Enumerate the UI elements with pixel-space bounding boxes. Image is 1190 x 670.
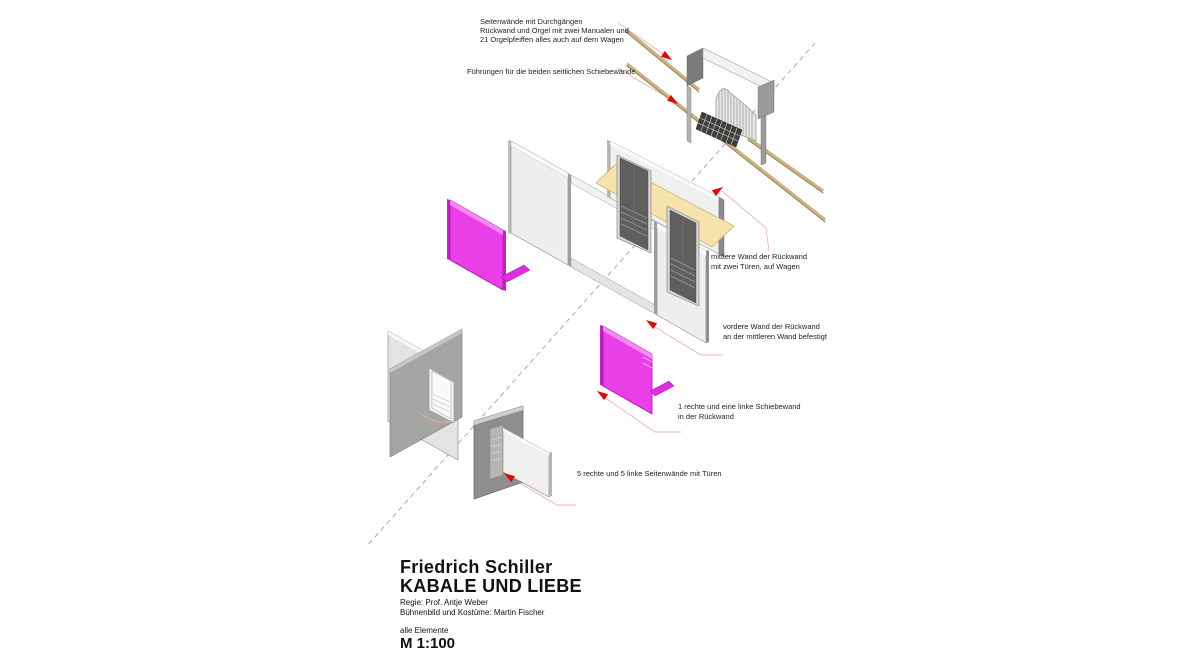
magenta1-right-edge (503, 230, 506, 291)
organ-note-line3: 21 Orgelpfeiffen alles auch auf dem Wagen (480, 35, 624, 44)
side-wall-door-opening (490, 425, 503, 479)
sliding-wall-magenta-2 (600, 325, 674, 414)
front-wall-note-line1: vordere Wand der Rückwand (723, 322, 820, 331)
side-walls-note: 5 rechte und 5 linke Seitenwände mit Türen (577, 469, 722, 478)
front-wall-right-edge (706, 250, 709, 343)
sliding-wall-note-line1: 1 rechte und eine linke Schiebewand (678, 402, 801, 411)
elements-note: alle Elemente (400, 626, 449, 635)
portal-left-corner (687, 48, 703, 86)
magenta1-left-edge (447, 199, 450, 260)
front-wall-note-line2: an der mittleren Wand befestigt (723, 332, 827, 341)
organ-note-line2: Rückwand und Orgel mit zwei Manualen und (480, 26, 629, 35)
play-title: KABALE UND LIEBE (400, 576, 582, 596)
guides-note: Führungen für die beiden seitlichen Schiebewände (467, 67, 636, 76)
sliding-wall-note-line2: in der Rückwand (678, 412, 734, 421)
credit-design: Bühnenbild und Kostüme: Martin Fischer (400, 607, 545, 617)
side-wall-door-leaf-edge (549, 452, 552, 497)
side-wall-with-door (474, 406, 552, 499)
portal-right-panel (758, 80, 774, 119)
title-block (400, 558, 582, 652)
credit-director: Regie: Prof. Antje Weber (400, 598, 488, 607)
middle-wall-door-1 (617, 155, 651, 253)
portal-right-post (761, 115, 766, 165)
magenta2-left-edge (600, 325, 603, 386)
magenta1-face (450, 200, 503, 290)
crossed-side-walls (388, 329, 462, 460)
middle-wall-note-line1: mittlere Wand der Rückwand (711, 252, 808, 261)
organ-note-line1: Seitenwände mit Durchgängen (480, 17, 583, 26)
front-wall-mullion-right (654, 221, 657, 315)
front-wall-mullion-left (568, 173, 571, 267)
portal-left-post (687, 86, 691, 143)
magenta2-foot (650, 381, 674, 396)
leader-middle-wall (722, 191, 769, 251)
play-author: Friedrich Schiller (400, 557, 553, 577)
front-wall-left-edge (508, 140, 511, 234)
middle-wall-door-2 (667, 206, 699, 306)
scale-label: M 1:100 (400, 635, 456, 652)
middle-wall-note-line2: mit zwei Türen, auf Wagen (711, 262, 800, 271)
front-wall-opening-sill (571, 258, 657, 315)
magenta2-face (603, 326, 652, 414)
